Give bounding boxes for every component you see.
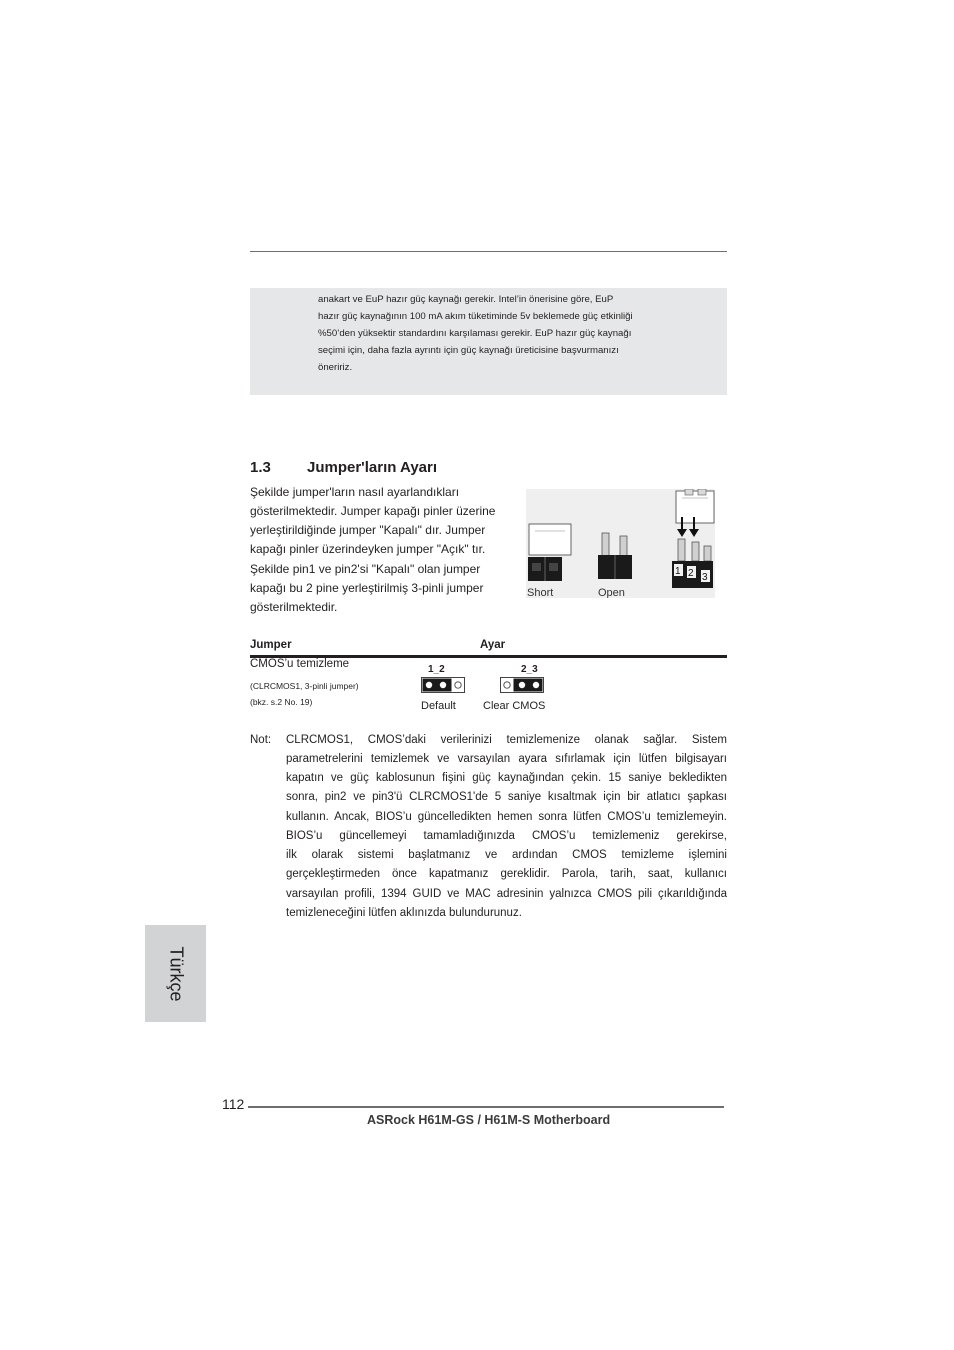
- footer-title: ASRock H61M-GS / H61M-S Motherboard: [367, 1113, 611, 1127]
- page-number: 112: [222, 1096, 245, 1112]
- note-line: kullanın. Ancak, BIOS’u güncelledikten hemen sonra lütfen CMOS’u temizlemeyin.: [286, 811, 727, 823]
- note-line: ilk olarak sistemi başlatmanız ve ardından CMOS temizleme işlemini: [286, 849, 727, 861]
- pin-number-1: 1: [675, 566, 681, 577]
- intro-line: Şekilde pin1 ve pin2'si "Kapalı" olan jumper: [250, 562, 481, 576]
- note-line: varsayılan profili, 1394 GUID ve MAC adresinin yalnızca CMOS pili çıkarıldığında: [286, 888, 727, 900]
- pin-number-2: 2: [688, 568, 694, 579]
- note-line: CLRCMOS1, CMOS’daki verilerinizi temizlemenize olanak sağlar. Sistem: [286, 734, 727, 746]
- default-pins-label: 1_2: [428, 664, 445, 675]
- note-box-line: seçimi için, daha fazla ayrıntı için güç kaynağı üreticisine başvurmanızı: [318, 345, 619, 356]
- jumper-row-name: CMOS’u temizleme: [250, 658, 350, 670]
- intro-line: kapağı pinler üzerindeyken jumper "Açık" tır.: [250, 542, 486, 556]
- short-label: Short: [527, 587, 554, 598]
- clear-cmos-caption: Clear CMOS: [483, 700, 546, 712]
- note-line: parametrelerini temizlemek ve varsayılan ayara sıfırlamak için lütfen bilgisayarı: [286, 753, 727, 765]
- intro-line: Şekilde jumper'ların nasıl ayarlandıkları: [250, 485, 460, 499]
- note-line: gerçekleştirmeden önce kapatmanız gereklidir. Parola, tarih, saat, kullanıcı: [286, 868, 727, 880]
- table-header-jumper: Jumper: [250, 639, 292, 651]
- section-heading: [250, 459, 437, 476]
- jumper-illustration-svg: [526, 489, 715, 598]
- note-box-line: hazır güç kaynağının 100 mA akım tüketiminde 5v beklemede güç etkinliği: [318, 311, 633, 322]
- intro-line: kapağı bu 2 pine yerleştirilmiş 3-pinli jumper: [250, 581, 484, 595]
- note-line: kapatın ve güç kablosunun fişini güç kaynağından çekin. 15 saniye bekledikten: [286, 772, 727, 784]
- jumper-illustration: [526, 489, 715, 598]
- pin-number-3: 3: [702, 572, 708, 583]
- default-caption: Default: [421, 700, 456, 712]
- language-tab-label: Türkçe: [166, 945, 186, 1002]
- intro-line: gösterilmektedir.: [250, 600, 338, 614]
- note-box-line: %50’den yüksektir standardını karşılaması gerekir. EuP hazır güç kaynağı: [318, 328, 632, 339]
- jumper-row-detail: (CLRCMOS1, 3-pinli jumper): [250, 681, 359, 691]
- note-box-line: anakart ve EuP hazır güç kaynağı gerekir. Intel’in önerisine göre, EuP: [318, 294, 614, 305]
- table-header-setting: Ayar: [480, 639, 506, 651]
- note-line: sonra, pin2 ve pin3'ü CLRCMOS1'de 5 saniye kısaltmak için bir atlatıcı şapkası: [286, 791, 727, 803]
- note-box-line: öneririz.: [318, 362, 353, 373]
- jumper-row-reference: (bkz. s.2 No. 19): [250, 697, 313, 707]
- open-label: Open: [598, 587, 625, 598]
- clear-pins-label: 2_3: [521, 664, 538, 675]
- intro-line: yerleştirildiğinde jumper "Kapalı" dır. Jumper: [250, 523, 486, 537]
- clear-cmos-jumper-setting-icon: [500, 677, 544, 693]
- section-number: 1.3: [250, 459, 271, 476]
- default-jumper-setting-icon: [421, 677, 465, 693]
- language-side-tab: [145, 925, 206, 1022]
- footer-divider: [248, 1106, 724, 1108]
- note-line: temizleneceğini lütfen aklınızda bulundurunuz.: [286, 907, 522, 919]
- section-title: Jumper'ların Ayarı: [307, 459, 438, 476]
- note-label: Not:: [250, 734, 272, 746]
- eup-note-box: [250, 288, 727, 395]
- note-line: BIOS’u güncellemeyi tamamladığınızda CMOS’u temizlemeniz gerekirse,: [286, 830, 727, 842]
- intro-line: gösterilmektedir. Jumper kapağı pinler üzerine: [250, 504, 496, 518]
- top-divider: [250, 251, 727, 252]
